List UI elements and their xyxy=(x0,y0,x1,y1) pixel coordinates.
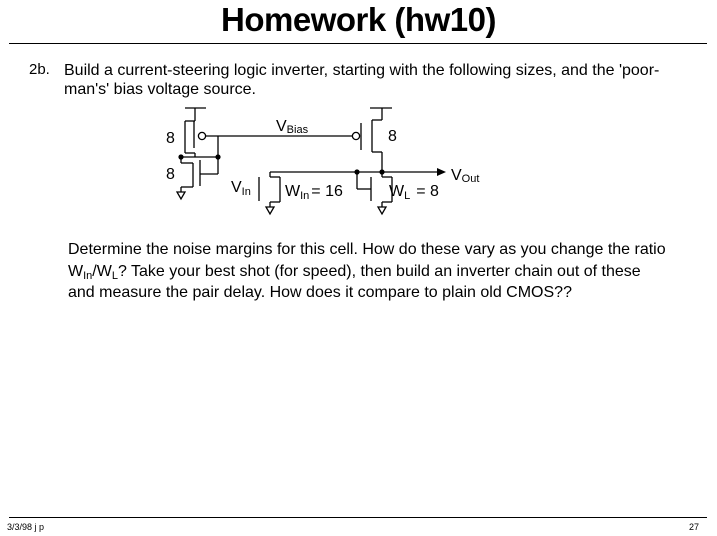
wl-label: WL = 8 xyxy=(389,183,439,202)
load-pmos-bubble xyxy=(352,132,359,139)
junction-dot xyxy=(354,169,359,174)
question-text: Determine the noise margins for this cell. How do these vary as you change the ratio $W_{In}/W_L$? Take your best shot (for speed), then build an inverter chain out of these and measure the pair delay. How does it compare to plain old CMOS?? xyxy=(68,241,666,301)
page-number: 27 xyxy=(688,522,699,532)
ground-symbol xyxy=(177,192,185,199)
footer-date-initials: 3/3/98 j p xyxy=(7,522,45,532)
vin-label: VIn xyxy=(231,179,251,198)
problem-number: 2b. xyxy=(29,61,50,78)
ground-symbol xyxy=(266,207,274,214)
vout-label: VOut xyxy=(451,167,480,185)
junction-dot xyxy=(178,154,183,159)
bias-pmos-bubble xyxy=(198,132,205,139)
vbias-label: VBias xyxy=(276,118,309,136)
junction-dot xyxy=(379,169,384,174)
slide-title: Homework (hw10) xyxy=(221,1,496,38)
junction-dot xyxy=(215,154,220,159)
win-label: WIn = 16 xyxy=(285,183,343,202)
problem-prompt: Build a current-steering logic inverter, starting with the following sizes, and the 'poor-man's' bias voltage source. xyxy=(64,62,660,98)
bias-pmos-size-label: 8 xyxy=(166,130,175,147)
bias-nmos-size-label: 8 xyxy=(166,166,175,183)
footer-divider xyxy=(9,517,707,518)
ground-symbol xyxy=(378,207,386,214)
load-pmos-size-label: 8 xyxy=(388,128,397,145)
output-arrow xyxy=(437,168,446,176)
